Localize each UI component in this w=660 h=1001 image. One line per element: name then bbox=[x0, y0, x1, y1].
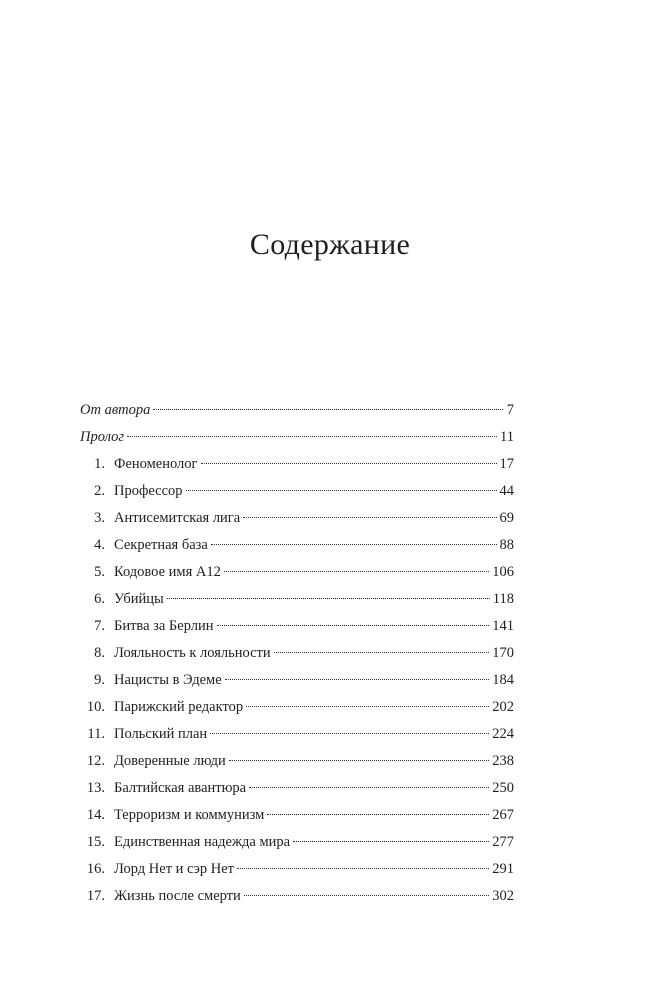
dot-leader bbox=[201, 463, 497, 464]
toc-entry-number: 3. bbox=[94, 510, 105, 526]
toc-entry-page: 291 bbox=[492, 861, 514, 877]
toc-entry-page: 277 bbox=[492, 834, 514, 850]
dot-leader bbox=[267, 814, 489, 815]
dot-leader bbox=[246, 706, 489, 707]
toc-entry-title: Единственная надежда мира bbox=[114, 834, 291, 850]
toc-entry-number: 15. bbox=[86, 834, 105, 850]
toc-entry[interactable] bbox=[80, 694, 514, 721]
toc-entry-page: 7 bbox=[506, 402, 514, 418]
dot-leader bbox=[274, 652, 490, 653]
dot-leader bbox=[153, 409, 503, 410]
toc-entry[interactable] bbox=[80, 424, 514, 451]
toc-entry-page: 17 bbox=[499, 456, 514, 472]
toc-entry-page: 238 bbox=[492, 753, 514, 769]
toc-entry[interactable] bbox=[80, 829, 514, 856]
dot-leader bbox=[211, 544, 497, 545]
dot-leader bbox=[210, 733, 489, 734]
page-title: Содержание bbox=[249, 228, 411, 261]
toc-entry-title: Терроризм и коммунизм bbox=[114, 807, 265, 823]
toc-entry-page: 202 bbox=[492, 699, 514, 715]
toc-entry-title: Лояльность к лояльности bbox=[114, 645, 271, 661]
table-of-contents bbox=[80, 397, 514, 910]
dot-leader bbox=[225, 679, 490, 680]
toc-entry-page: 69 bbox=[499, 510, 514, 526]
toc-entry-title: Жизнь после смерти bbox=[114, 888, 241, 904]
toc-entry-page: 118 bbox=[492, 591, 514, 607]
toc-entry-page: 106 bbox=[492, 564, 514, 580]
toc-entry-title: Пролог bbox=[80, 429, 125, 445]
toc-entry-title: Кодовое имя А12 bbox=[114, 564, 221, 580]
toc-entry-number: 1. bbox=[94, 456, 105, 472]
toc-entry[interactable] bbox=[80, 586, 514, 613]
toc-entry[interactable] bbox=[80, 856, 514, 883]
toc-entry-title: Феноменолог bbox=[114, 456, 198, 472]
toc-entry-page: 302 bbox=[492, 888, 514, 904]
toc-entry-page: 141 bbox=[492, 618, 514, 634]
toc-entry-number: 9. bbox=[94, 672, 105, 688]
dot-leader bbox=[237, 868, 489, 869]
toc-entry-title: Лорд Нет и сэр Нет bbox=[114, 861, 234, 877]
toc-entry-page: 184 bbox=[492, 672, 514, 688]
toc-entry-number: 8. bbox=[94, 645, 105, 661]
toc-entry-title: Доверенные люди bbox=[114, 753, 226, 769]
toc-entry[interactable] bbox=[80, 532, 514, 559]
toc-entry-title: Битва за Берлин bbox=[114, 618, 214, 634]
dot-leader bbox=[217, 625, 490, 626]
toc-entry-number: 16. bbox=[86, 861, 105, 877]
toc-entry-page: 224 bbox=[492, 726, 514, 742]
toc-entry-title: Парижский редактор bbox=[114, 699, 244, 715]
toc-entry-page: 44 bbox=[499, 483, 514, 499]
toc-entry[interactable] bbox=[80, 775, 514, 802]
toc-entry-title: Профессор bbox=[114, 483, 183, 499]
toc-entry-title: Секретная база bbox=[114, 537, 208, 553]
dot-leader bbox=[244, 895, 489, 896]
toc-entry[interactable] bbox=[80, 802, 514, 829]
toc-entry-number: 12. bbox=[86, 753, 105, 769]
toc-entry-number: 10. bbox=[86, 699, 105, 715]
dot-leader bbox=[243, 517, 496, 518]
dot-leader bbox=[229, 760, 489, 761]
toc-entry-page: 267 bbox=[492, 807, 514, 823]
toc-entry-number: 7. bbox=[94, 618, 105, 634]
toc-entry-title: Нацисты в Эдеме bbox=[114, 672, 222, 688]
toc-entry-page: 250 bbox=[492, 780, 514, 796]
toc-entry[interactable] bbox=[80, 748, 514, 775]
toc-entry[interactable] bbox=[80, 640, 514, 667]
toc-entry-number: 13. bbox=[86, 780, 105, 796]
toc-entry-number: 6. bbox=[94, 591, 105, 607]
toc-entry[interactable] bbox=[80, 613, 514, 640]
toc-entry[interactable] bbox=[80, 667, 514, 694]
toc-entry[interactable] bbox=[80, 505, 514, 532]
toc-entry-title: Убийцы bbox=[114, 591, 164, 607]
toc-entry[interactable] bbox=[80, 559, 514, 586]
toc-entry[interactable] bbox=[80, 451, 514, 478]
dot-leader bbox=[186, 490, 497, 491]
dot-leader bbox=[127, 436, 497, 437]
dot-leader bbox=[167, 598, 490, 599]
toc-entry-number: 11. bbox=[87, 726, 105, 742]
toc-entry-number: 2. bbox=[94, 483, 105, 499]
toc-entry-number: 14. bbox=[86, 807, 105, 823]
toc-entry-title: От автора bbox=[80, 402, 151, 418]
dot-leader bbox=[293, 841, 489, 842]
toc-entry[interactable] bbox=[80, 478, 514, 505]
dot-leader bbox=[224, 571, 489, 572]
toc-entry-page: 88 bbox=[499, 537, 514, 553]
toc-entry-title: Антисемитская лига bbox=[114, 510, 241, 526]
toc-entry-page: 11 bbox=[500, 429, 514, 445]
toc-entry[interactable] bbox=[80, 397, 514, 424]
toc-entry[interactable] bbox=[80, 883, 514, 910]
toc-entry-title: Польский план bbox=[114, 726, 208, 742]
toc-entry[interactable] bbox=[80, 721, 514, 748]
toc-entry-title: Балтийская авантюра bbox=[114, 780, 247, 796]
toc-entry-number: 4. bbox=[94, 537, 105, 553]
toc-entry-number: 5. bbox=[94, 564, 105, 580]
toc-entry-page: 170 bbox=[492, 645, 514, 661]
dot-leader bbox=[249, 787, 489, 788]
toc-entry-number: 17. bbox=[86, 888, 105, 904]
